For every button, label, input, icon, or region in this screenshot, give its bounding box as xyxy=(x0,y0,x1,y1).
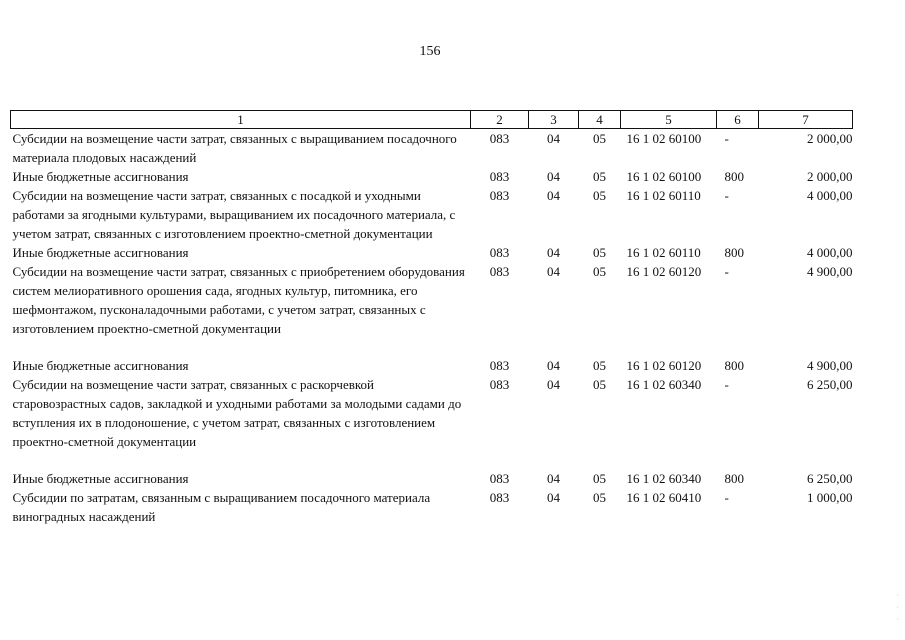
row-grbs: 083 xyxy=(489,131,510,146)
row-pr: 05 xyxy=(593,131,606,146)
column-header: 1 xyxy=(11,111,471,129)
row-rz: 04 xyxy=(547,490,560,505)
row-grbs: 083 xyxy=(489,471,510,486)
row-pr: 05 xyxy=(593,264,606,279)
row-csr: 16 1 02 60100 xyxy=(626,169,702,184)
row-csr: 16 1 02 60100 xyxy=(626,131,702,146)
row-grbs: 083 xyxy=(489,377,510,392)
column-header: 4 xyxy=(579,111,621,129)
row-description: Иные бюджетные ассигнования xyxy=(12,245,189,260)
row-amount: 4 000,00 xyxy=(807,188,853,203)
row-rz: 04 xyxy=(547,188,560,203)
row-rz: 04 xyxy=(547,131,560,146)
row-rz: 04 xyxy=(547,471,560,486)
table-row xyxy=(11,469,853,488)
scan-edge-dots: · · · xyxy=(896,591,899,624)
row-vr: - xyxy=(724,490,729,505)
row-rz: 04 xyxy=(547,169,560,184)
row-vr: - xyxy=(724,131,729,146)
column-header: 6 xyxy=(717,111,759,129)
table-row xyxy=(11,356,853,375)
row-csr: 16 1 02 60410 xyxy=(626,490,702,505)
row-amount: 1 000,00 xyxy=(807,490,853,505)
row-grbs: 083 xyxy=(489,169,510,184)
row-description: Иные бюджетные ассигнования xyxy=(12,471,189,486)
column-header: 5 xyxy=(621,111,717,129)
column-header: 2 xyxy=(471,111,529,129)
table-row xyxy=(11,167,853,186)
table-row xyxy=(11,488,853,526)
row-vr: - xyxy=(724,377,729,392)
row-pr: 05 xyxy=(593,188,606,203)
row-vr: 800 xyxy=(724,169,744,184)
row-description: Иные бюджетные ассигнования xyxy=(12,358,189,373)
row-grbs: 083 xyxy=(489,264,510,279)
row-description: Субсидии на возмещение части затрат, связанных с приобретением оборудования систем мелиоративного орошения сада, ягодных культур, питомника, его шефмонтажом, пусконаладочными работами, с учетом затрат, связанных с изготовлением проектно-сметной документации xyxy=(12,264,465,336)
row-csr: 16 1 02 60340 xyxy=(626,377,702,392)
table-row xyxy=(11,262,853,356)
table-row xyxy=(11,186,853,243)
row-description: Субсидии на возмещение части затрат, связанных с раскорчевкой старовозрастных садов, закладкой и уходными работами за молодыми садами до вступления их в плодоношение, с учетом затрат, связанных с изготовлением проектно-сметной документации xyxy=(12,377,462,449)
row-csr: 16 1 02 60120 xyxy=(626,264,702,279)
row-pr: 05 xyxy=(593,358,606,373)
row-pr: 05 xyxy=(593,245,606,260)
row-grbs: 083 xyxy=(489,490,510,505)
row-rz: 04 xyxy=(547,245,560,260)
row-rz: 04 xyxy=(547,377,560,392)
column-header: 7 xyxy=(759,111,853,129)
row-description: Субсидии по затратам, связанным с выращиванием посадочного материала виноградных насаждений xyxy=(12,490,431,524)
table-row xyxy=(11,243,853,262)
row-csr: 16 1 02 60120 xyxy=(626,358,702,373)
row-vr: - xyxy=(724,188,729,203)
table-row xyxy=(11,129,853,168)
row-amount: 6 250,00 xyxy=(807,471,853,486)
row-csr: 16 1 02 60340 xyxy=(626,471,702,486)
page-number: 156 xyxy=(419,44,441,59)
row-description: Субсидии на возмещение части затрат, связанных с выращиванием посадочного материала плодовых насаждений xyxy=(12,131,457,165)
budget-table xyxy=(10,110,853,526)
row-pr: 05 xyxy=(593,490,606,505)
row-rz: 04 xyxy=(547,358,560,373)
row-rz: 04 xyxy=(547,264,560,279)
row-amount: 4 900,00 xyxy=(807,264,853,279)
row-amount: 2 000,00 xyxy=(807,169,853,184)
table-row xyxy=(11,375,853,469)
row-grbs: 083 xyxy=(489,188,510,203)
row-grbs: 083 xyxy=(489,245,510,260)
column-header: 3 xyxy=(529,111,579,129)
row-grbs: 083 xyxy=(489,358,510,373)
row-vr: 800 xyxy=(724,358,744,373)
row-vr: 800 xyxy=(724,245,744,260)
row-vr: - xyxy=(724,264,729,279)
row-description: Иные бюджетные ассигнования xyxy=(12,169,189,184)
row-vr: 800 xyxy=(724,471,744,486)
row-amount: 6 250,00 xyxy=(807,377,853,392)
row-pr: 05 xyxy=(593,169,606,184)
row-pr: 05 xyxy=(593,471,606,486)
row-description: Субсидии на возмещение части затрат, связанных с посадкой и уходными работами за ягодными культурами, выращиванием их посадочного материала, с учетом затрат, связанных с изготовлением проектно-сметной документации xyxy=(12,188,456,241)
row-pr: 05 xyxy=(593,377,606,392)
row-csr: 16 1 02 60110 xyxy=(626,188,701,203)
row-amount: 2 000,00 xyxy=(807,131,853,146)
row-amount: 4 900,00 xyxy=(807,358,853,373)
row-amount: 4 000,00 xyxy=(807,245,853,260)
table-header-row xyxy=(11,111,853,129)
row-csr: 16 1 02 60110 xyxy=(626,245,701,260)
